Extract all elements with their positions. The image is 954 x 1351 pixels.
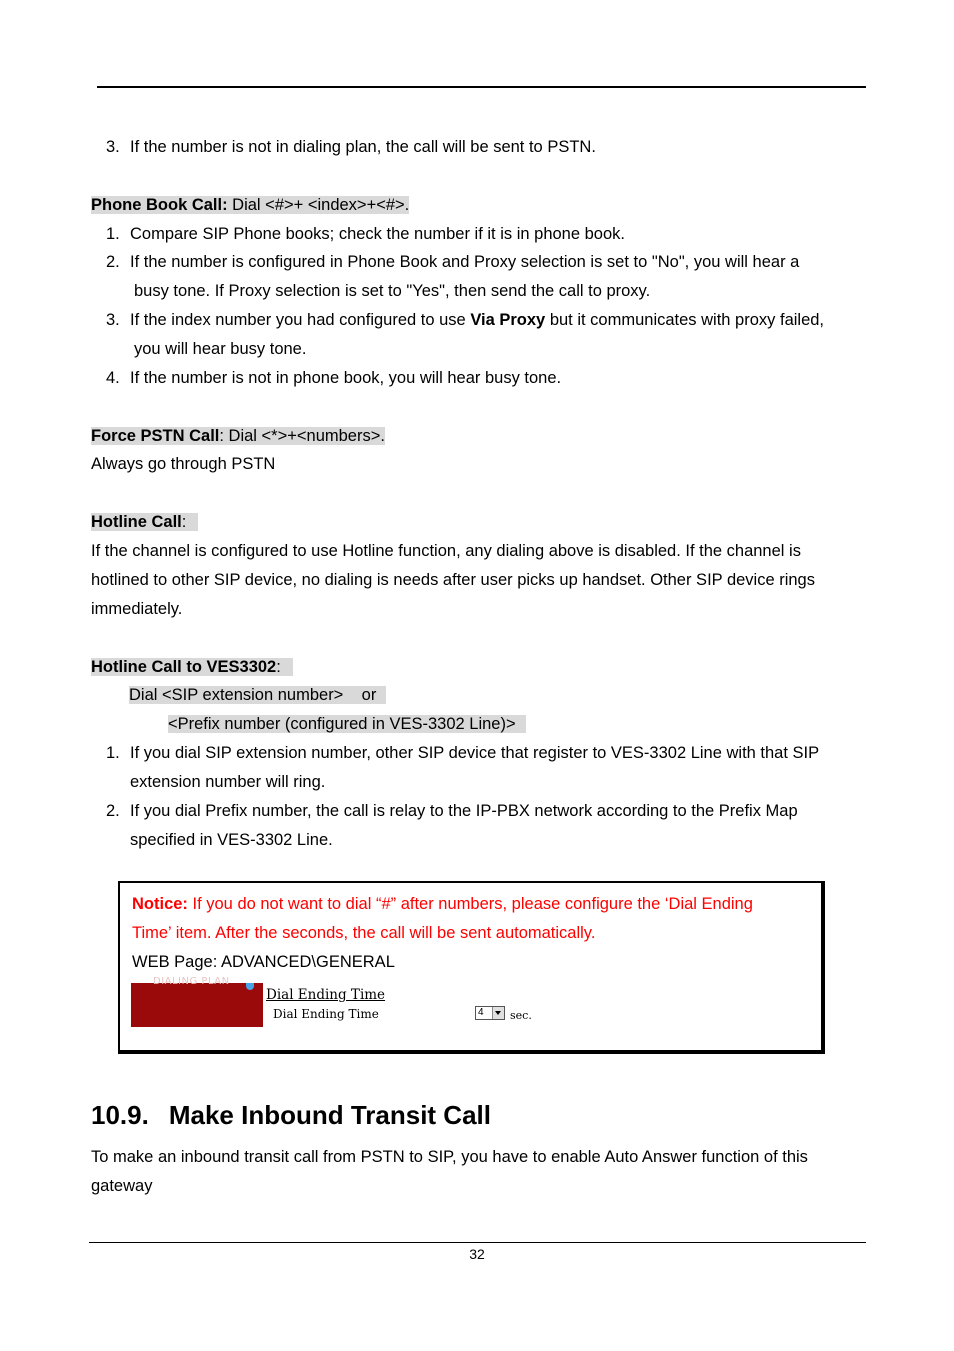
list-item-continuation: extension number will ring.	[130, 773, 326, 791]
chevron-down-icon[interactable]	[492, 1007, 504, 1019]
screenshot-section-title: Dial Ending Time	[266, 987, 386, 1003]
force-pstn-body: Always go through PSTN	[91, 455, 276, 473]
hotline-ves-heading: Hotline Call to VES3302:	[91, 657, 293, 677]
page-number: 32	[469, 1246, 485, 1262]
list-item: 1. Compare SIP Phone books; check the number if it is in phone book.	[106, 225, 625, 243]
hotline-body-line: immediately.	[91, 600, 183, 618]
phone-book-heading: Phone Book Call: Dial <#>+ <index>+<#>.	[91, 196, 410, 214]
list-item: 2. If the number is configured in Phone Book and Proxy selection is set to "No", you will hear a	[106, 253, 800, 271]
dial-ending-time-select[interactable]: 4	[475, 1006, 505, 1020]
dial-option-1: Dial <SIP extension number> or	[129, 685, 386, 705]
list-item: 3. If the number is not in dialing plan, the call will be sent to PSTN.	[106, 138, 596, 156]
screenshot-field-label: Dial Ending Time	[273, 1007, 379, 1021]
list-item: 1. If you dial SIP extension number, other SIP device that register to VES-3302 Line with that SIP	[106, 744, 820, 762]
header-rule	[97, 86, 866, 88]
hotline-body-line: If the channel is configured to use Hotline function, any dialing above is disabled. If the channel is	[91, 542, 801, 560]
dial-option-2: <Prefix number (configured in VES-3302 Line)>	[168, 714, 526, 734]
list-item-continuation: specified in VES-3302 Line.	[130, 831, 333, 849]
section-body-line: gateway	[91, 1177, 153, 1195]
section-body-line: To make an inbound transit call from PSTN to SIP, you have to enable Auto Answer function of this	[91, 1148, 808, 1166]
nav-bullet-icon	[246, 983, 254, 990]
list-item: 4. If the number is not in phone book, you will hear busy tone.	[106, 369, 562, 387]
screenshot-nav-text: DIALING PLAN	[153, 976, 230, 987]
web-page-path: WEB Page: ADVANCED\GENERAL	[132, 953, 395, 971]
hotline-heading: Hotline Call:	[91, 512, 198, 532]
force-pstn-heading: Force PSTN Call: Dial <*>+<numbers>.	[91, 427, 385, 445]
hotline-body-line: hotlined to other SIP device, no dialing is needs after user picks up handset. Other SIP device rings	[91, 571, 815, 589]
list-item: 3. If the index number you had configured to use Via Proxy but it communicates with proxy failed,	[106, 311, 825, 329]
footer-rule	[89, 1242, 866, 1243]
list-item-continuation: busy tone. If Proxy selection is set to "Yes", then send the call to proxy.	[134, 282, 651, 300]
section-heading: 10.9. Make Inbound Transit Call	[91, 1100, 491, 1130]
list-item-continuation: you will hear busy tone.	[134, 340, 307, 358]
list-item: 2. If you dial Prefix number, the call is relay to the IP-PBX network according to the Prefix Map	[106, 802, 798, 820]
screenshot-nav-panel	[131, 976, 263, 1027]
notice-line: Notice: If you do not want to dial “#” after numbers, please configure the ‘Dial Ending	[132, 895, 753, 913]
notice-line: Time’ item. After the seconds, the call will be sent automatically.	[132, 924, 596, 942]
screenshot-unit: sec.	[510, 1009, 532, 1022]
